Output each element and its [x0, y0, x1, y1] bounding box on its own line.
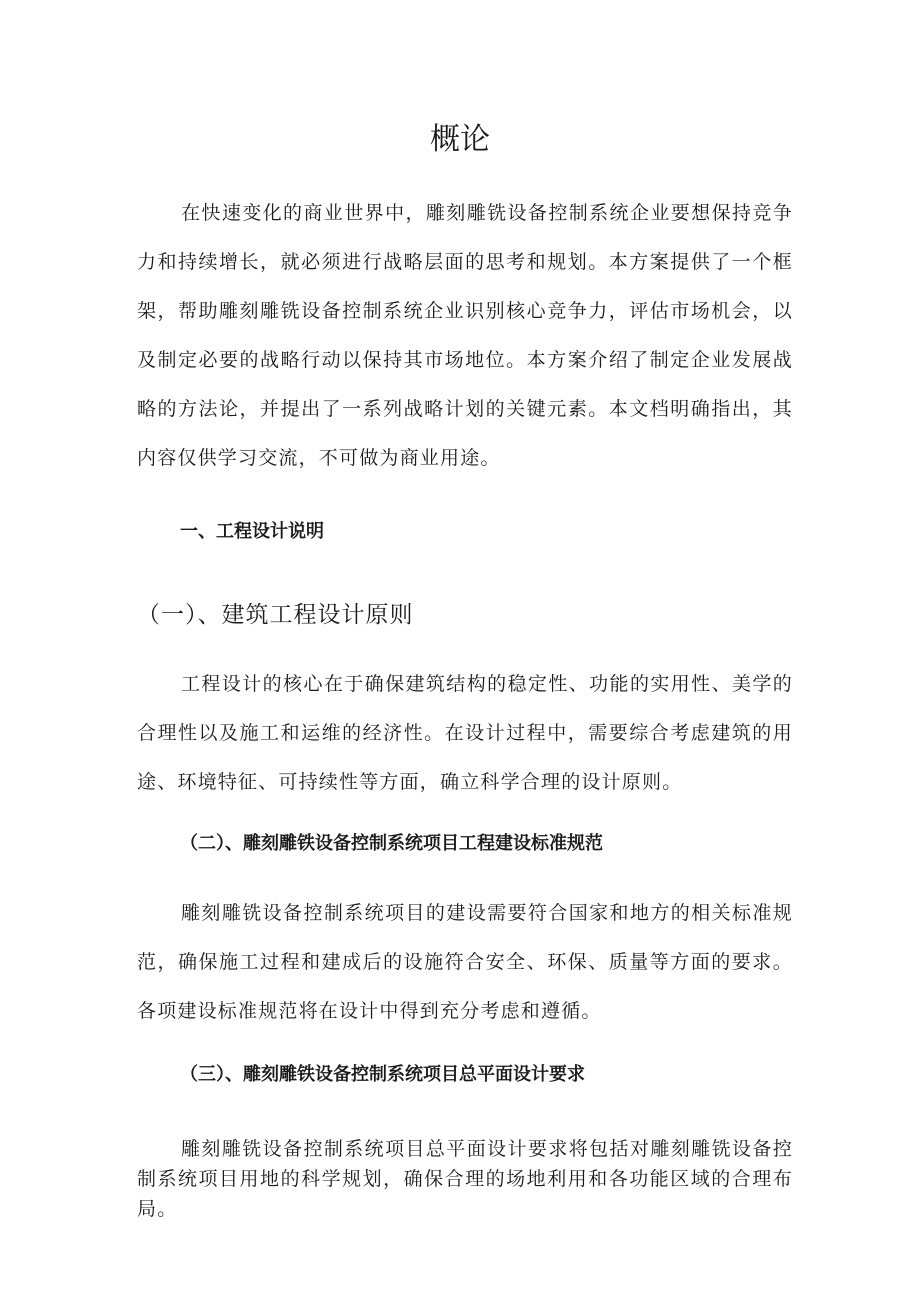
subsection-heading-3: （三）、雕刻雕铁设备控制系统项目总平面设计要求 [180, 1064, 585, 1085]
subsection-body-2: 雕刻雕铣设备控制系统项目的建设需要符合国家和地方的相关标准规范，确保施工过程和建成后的设施符合安全、环保、质量等方面的要求。各项建设标准规范将在设计中得到充分考虑和遵循。 [137, 902, 793, 1022]
subsection-body-3: 雕刻雕铣设备控制系统项目总平面设计要求将包括对雕刻雕铣设备控制系统项目用地的科学规划，确保合理的场地利用和各功能区域的合理布局。 [137, 1138, 793, 1220]
intro-paragraph: 在快速变化的商业世界中，雕刻雕铣设备控制系统企业要想保持竞争力和持续增长，就必须进行战略层面的思考和规划。本方案提供了一个框架，帮助雕刻雕铣设备控制系统企业识别核心竞争力，评估市场机会，以及制定必要的战略行动以保持其市场地位。本方案介绍了制定企业发展战略的方法论，并提出了一系列战略计划的关键元素。本文档明确指出，其内容仅供学习交流，不可做为商业用途。 [137, 202, 793, 469]
subsection-body-1: 工程设计的核心在于确保建筑结构的稳定性、功能的实用性、美学的合理性以及施工和运维的经济性。在设计过程中，需要综合考虑建筑的用途、环境特征、可持续性等方面，确立科学合理的设计原则。 [137, 673, 793, 793]
subsection-heading-2: （二）、雕刻雕铁设备控制系统项目工程建设标准规范 [180, 833, 603, 854]
section-heading-1: 一、工程设计说明 [180, 521, 324, 542]
document-title: 概论 [430, 122, 490, 157]
subsection-heading-1: （一）、建筑工程设计原则 [137, 602, 414, 628]
